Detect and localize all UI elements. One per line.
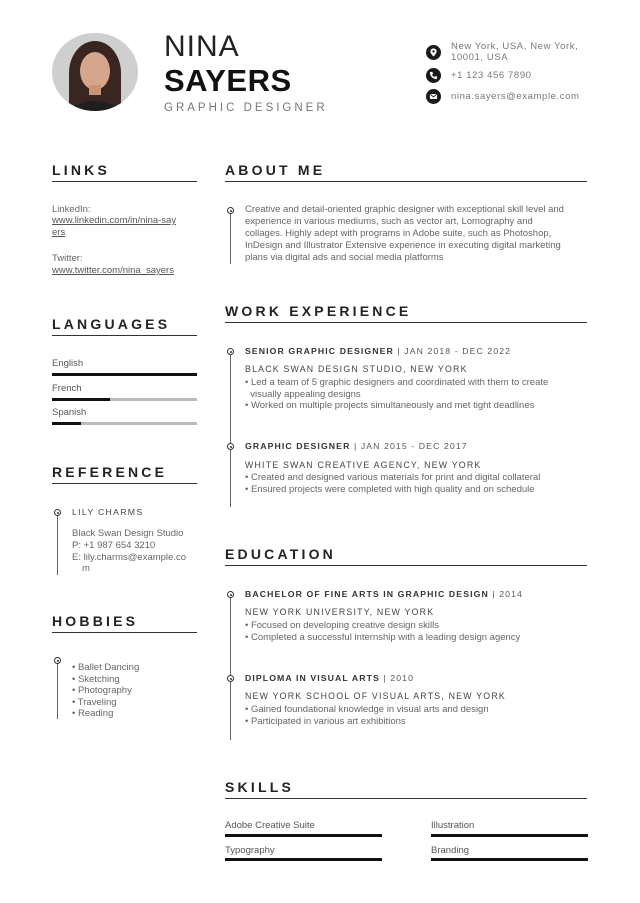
skills-heading: SKILLS	[225, 779, 294, 795]
edu-1-bullets: • Focused on developing creative design skills • Completed a successful internship with a leading design agency	[245, 620, 521, 643]
skill-4-bar	[431, 858, 588, 861]
edu-1-school: NEW YORK UNIVERSITY, NEW YORK	[245, 607, 435, 617]
skill-3-bar	[225, 858, 382, 861]
twitter-label: Twitter:	[52, 253, 83, 264]
edu-2-bullet-icon	[227, 675, 234, 682]
hobbies-timeline	[57, 661, 58, 719]
links-rule	[52, 181, 197, 182]
linkedin-link[interactable]: www.linkedin.com/in/nina-say ers	[52, 215, 177, 238]
skill-1-bar	[225, 834, 382, 837]
email-icon	[426, 89, 441, 104]
education-rule	[225, 565, 587, 566]
links-heading: LINKS	[52, 162, 110, 178]
skill-2-bar	[431, 834, 588, 837]
reference-name: LILY CHARMS	[72, 507, 144, 517]
education-heading: EDUCATION	[225, 546, 336, 562]
language-level-track	[52, 398, 197, 401]
edu-2-school: NEW YORK SCHOOL OF VISUAL ARTS, NEW YORK	[245, 691, 506, 701]
job-1-company: BLACK SWAN DESIGN STUDIO, NEW YORK	[245, 364, 468, 374]
skills-rule	[225, 798, 587, 799]
edu-2-title: DIPLOMA IN VISUAL ARTS | 2010	[245, 673, 415, 683]
about-timeline	[230, 210, 231, 264]
edu-2-bullets: • Gained foundational knowledge in visual arts and design • Participated in various art exhibitions	[245, 704, 489, 727]
education-timeline	[230, 594, 231, 740]
reference-rule	[52, 483, 197, 484]
edu-1-title: BACHELOR OF FINE ARTS IN GRAPHIC DESIGN | 2014	[245, 589, 523, 599]
job-role: GRAPHIC DESIGNER	[164, 102, 328, 114]
skill-3: Typography	[225, 845, 275, 856]
job-2-bullets: • Created and designed various materials for print and digital collateral • Ensured projects were completed with high quality and on schedule	[245, 472, 541, 495]
job-2-title: GRAPHIC DESIGNER | JAN 2015 - DEC 2017	[245, 441, 468, 451]
contact-email: nina.sayers@example.com	[451, 91, 580, 102]
skill-2: Illustration	[431, 820, 475, 831]
about-heading: ABOUT ME	[225, 162, 326, 178]
work-heading: WORK EXPERIENCE	[225, 303, 412, 319]
linkedin-label: LinkedIn:	[52, 204, 91, 215]
languages-heading: LANGUAGES	[52, 316, 171, 332]
skill-4: Branding	[431, 845, 470, 856]
phone-icon	[426, 68, 441, 83]
language-name: French	[52, 383, 82, 394]
language-name: Spanish	[52, 407, 87, 418]
contact-address: New York, USA, New York, 10001, USA	[451, 41, 579, 63]
job-2-company: WHITE SWAN CREATIVE AGENCY, NEW YORK	[245, 460, 482, 470]
languages-rule	[52, 335, 197, 336]
language-level-fill	[52, 373, 197, 376]
twitter-link[interactable]: www.twitter.com/nina_sayers	[52, 265, 174, 276]
language-level-track	[52, 373, 197, 376]
language-level-track	[52, 422, 197, 425]
edu-1-bullet-icon	[227, 591, 234, 598]
skill-1: Adobe Creative Suite	[225, 820, 315, 831]
profile-photo	[52, 33, 138, 111]
reference-heading: REFERENCE	[52, 464, 168, 480]
first-name: NINA	[164, 30, 240, 63]
location-icon	[426, 45, 441, 60]
job-1-title: SENIOR GRAPHIC DESIGNER | JAN 2018 - DEC 2022	[245, 346, 512, 356]
job-1-bullet-icon	[227, 348, 234, 355]
hobbies-list: • Ballet Dancing • Sketching • Photography • Traveling • Reading	[72, 662, 140, 719]
about-rule	[225, 181, 587, 182]
about-bullet-icon	[227, 207, 234, 214]
work-timeline	[230, 352, 231, 507]
hobbies-bullet-icon	[54, 657, 61, 664]
language-level-fill	[52, 422, 81, 425]
reference-details: Black Swan Design Studio P: +1 987 654 3210 E: lily.charms@example.co m	[72, 528, 186, 575]
hobbies-heading: HOBBIES	[52, 613, 139, 629]
hobbies-rule	[52, 632, 197, 633]
last-name: SAYERS	[164, 63, 292, 98]
language-name: English	[52, 358, 84, 369]
reference-bullet-icon	[54, 509, 61, 516]
contact-phone: +1 123 456 7890	[451, 70, 532, 81]
work-rule	[225, 322, 587, 323]
reference-timeline	[57, 512, 58, 575]
job-2-bullet-icon	[227, 443, 234, 450]
language-level-fill	[52, 398, 110, 401]
about-text: Creative and detail-oriented graphic designer with exceptional skill level and experience in various mediums, such as vector art, Lomography and collages. Highly adept with programs in Adobe suite, such as Photoshop, InDesign and Illustrator Extensive experience in executing digital marketing plans via digital ads and social media platforms	[245, 204, 564, 263]
job-1-bullets: • Led a team of 5 graphic designers and coordinated with them to create visually appealing designs • Worked on multiple projects simultaneously and met tight deadlines	[245, 377, 549, 411]
